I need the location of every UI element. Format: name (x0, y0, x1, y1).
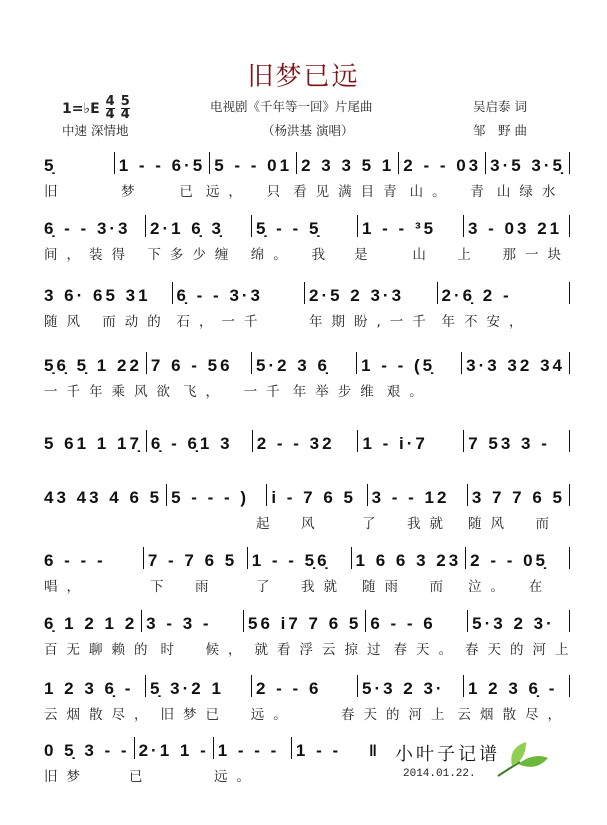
lyrics-line (40, 765, 380, 785)
measure: 3 6· 65 31 (44, 286, 151, 305)
lyric-segment (146, 458, 252, 478)
measure: 7 53 3 - (468, 434, 550, 453)
measure: 0 5̣ 3 - - (44, 741, 130, 760)
score-row (40, 150, 570, 200)
measure: 5 - - 01 (214, 156, 293, 175)
lyric-segment: 下 雨 (150, 579, 218, 595)
lyrics-line (40, 243, 570, 263)
lyric-segment: 随雨 而 (362, 579, 452, 595)
lyric-segment: 就看浮云掠过 (254, 642, 390, 658)
measure: 2 - - 05̣ (470, 551, 549, 570)
measure: 2·1 1 - (138, 741, 209, 760)
notes-line (40, 350, 570, 376)
score-row (40, 735, 380, 785)
measure: 43 43 4 6 5 (44, 488, 163, 507)
tempo-marking: 中速 深情地 (62, 123, 129, 138)
lyrics-line (40, 380, 570, 400)
measure: 5·3 2 3· (472, 614, 555, 633)
measure: 2·5 2 3·3 (309, 286, 405, 305)
lyric-segment: 梦 已 (121, 184, 202, 200)
subtitle: 电视剧《千年等一回》片尾曲 (210, 99, 373, 114)
bar-line (569, 215, 570, 237)
lyrics-line (40, 703, 570, 723)
lyric-segment: 远， 只 (205, 184, 290, 200)
lyric-segment (146, 512, 252, 532)
measure: 6 - - - (44, 551, 106, 570)
lyric-segment (358, 458, 464, 478)
measure: 2·6̣ 2 - (441, 286, 512, 305)
lyric-segment: 云烟散尽， (457, 707, 570, 723)
measure: 6̣ - - 3·3 (44, 219, 131, 238)
notes-line (40, 673, 570, 699)
lyric-segment: 绵。 我 (250, 247, 334, 263)
green-leaf-icon (490, 740, 550, 780)
notes-line (40, 213, 570, 239)
bar-line (569, 282, 570, 304)
composer: 邹 野 曲 (473, 123, 527, 138)
measure: 5̣ 3·2 1 (150, 679, 224, 698)
lyric-segment: 云烟散尽， (44, 707, 157, 723)
measure: 1 - - - (217, 741, 280, 760)
measure: 6 - - 6 (370, 614, 436, 633)
measure: 2·1 6̣ 3̣ (150, 219, 224, 238)
lyric-segment (40, 458, 146, 478)
score-row (40, 608, 578, 658)
song-title: 旧梦已远 (247, 62, 360, 92)
lyric-segment: 旧 (44, 184, 67, 200)
measure: 3·5 3·5̣ (490, 156, 565, 175)
measure: 2 - - 03 (403, 156, 482, 175)
lyrics-line (40, 575, 570, 595)
bar-line (569, 430, 570, 452)
lyric-segment (476, 380, 570, 400)
lyric-segment: 泣。 在 (468, 579, 552, 595)
lyrics-line (40, 310, 570, 330)
lyric-segment: 上 那一块 (457, 247, 570, 263)
lyric-segment: 起 风 (256, 516, 324, 532)
measure: 3 - 3 - (146, 614, 212, 633)
final-bar-line: ‖ (369, 743, 381, 760)
measure: 3 - - 12 (371, 488, 450, 507)
notes-line (40, 280, 570, 306)
measure: 1 2 3 6̣ - (44, 679, 134, 698)
lyric-segment (40, 512, 146, 532)
bar-line (569, 675, 570, 697)
measure: 1 - - 6·5 (118, 156, 206, 175)
lyric-segment: 艰。 (386, 384, 432, 400)
lyric-segment: 了 我就 (256, 579, 346, 595)
score-row (40, 545, 570, 595)
time-signature-1: $\frac{4}{4}$ (105, 94, 115, 122)
measure: 5·3 2 3· (362, 679, 445, 698)
key-signature (62, 96, 130, 121)
measure: 6̣ - 6̣1 3 (150, 434, 233, 453)
lyric-segment: 远。 (250, 707, 296, 723)
lyric-segment (295, 765, 380, 785)
measure: 1 - - ³5 (362, 219, 437, 238)
bar-line (569, 152, 570, 174)
lyrics-line (40, 512, 570, 532)
score-row (40, 280, 570, 330)
measure: 2 - - 6 (256, 679, 322, 698)
measure: 2 3 3 5 1 (301, 156, 395, 175)
measure: 7 6 - 56 (150, 356, 233, 375)
bar-line (569, 610, 570, 632)
lyrics-line (40, 458, 570, 478)
measure: 2 - - 32 (256, 434, 335, 453)
lyric-segment: 山。 青 (409, 184, 493, 200)
lyric-segment: 春天的河上 (465, 642, 578, 658)
lyric-segment: 年期盼,一千 (309, 314, 435, 330)
time-signature-2: $\frac{5}{4}$ (120, 94, 130, 122)
measure: 1 - - (295, 741, 342, 760)
lyricist: 吴启泰 词 (473, 99, 527, 114)
notes-line (40, 150, 570, 176)
lyric-segment: 间，装得 (44, 247, 134, 263)
measure: 1 6 6 3 23 (355, 551, 462, 570)
key-label: 1=♭E (62, 100, 100, 117)
score-row (40, 350, 570, 400)
lyric-segment: 唱， (44, 579, 89, 595)
score-row (40, 428, 570, 478)
measure: 1 - - (5̣ (361, 356, 436, 375)
bar-line (569, 352, 570, 374)
notes-line (40, 482, 570, 508)
notes-line (40, 545, 570, 571)
notes-line (40, 608, 570, 634)
measure: 3·3 32 34 (466, 356, 565, 375)
transcription-date: 2014.01.22. (403, 768, 476, 780)
lyric-segment: 远。 (214, 769, 259, 785)
measure: 3 7 7 6 5 (471, 488, 565, 507)
lyric-segment (252, 458, 358, 478)
measure: 7 - 7 6 5 (147, 551, 238, 570)
lyric-segment: 是 山 (354, 247, 435, 263)
measure: 5 61 1 17̣ (44, 434, 142, 453)
measure: 5̣ - - 5̣ (256, 219, 322, 238)
lyric-segment: 已 (129, 769, 152, 785)
bar-line (569, 547, 570, 569)
lyrics-line (40, 180, 570, 200)
lyric-segment: 一千年乘风欲 (44, 384, 179, 400)
measure: 1 - - 5̣6̣ (251, 551, 330, 570)
measure: 6̣ 1 2 1 2 (44, 614, 138, 633)
lyric-segment: 山绿水 (496, 184, 565, 200)
lyric-segment: 石，一千 (176, 314, 267, 330)
measure: 6̣ - - 3·3 (176, 286, 264, 305)
measure: 56 i7 7 6 5 (248, 614, 362, 633)
measure: 3 - 03 21 (468, 219, 563, 238)
lyric-segment: 了 我就 (362, 516, 452, 532)
transcriber-signature: 小叶子记谱 (395, 744, 500, 765)
measure: 5 - - - ) (171, 488, 250, 507)
performer: （杨洪基 演唱） (262, 123, 354, 138)
measure: i - 7 6 5 (271, 488, 356, 507)
lyric-segment: 随风 而 (468, 516, 558, 532)
measure: 5̣ (44, 156, 57, 175)
lyric-segment: 百无聊赖的 (44, 642, 157, 658)
lyric-segment: 旧梦 (44, 769, 89, 785)
measure: 5̣6̣ 5̣ 1 22 (44, 356, 142, 375)
notes-line (40, 735, 380, 761)
notes-line (40, 428, 570, 454)
lyric-segment: 春天。 (393, 642, 461, 658)
lyrics-line (40, 638, 578, 658)
lyric-segment: 年举步维 (292, 384, 383, 400)
lyric-segment: 随风 而动的 (44, 314, 170, 330)
lyric-segment: 年不安， (441, 314, 532, 330)
measure: 5·2 3 6̣ (255, 356, 330, 375)
lyric-segment: 看见满目青 (293, 184, 406, 200)
lyric-segment: 飞， 一千 (183, 384, 289, 400)
lyric-segment: 旧梦已 (160, 707, 228, 723)
score-row (40, 213, 570, 263)
bar-line (569, 484, 570, 506)
lyric-segment: 春天的河上 (341, 707, 454, 723)
score-row (40, 482, 570, 532)
lyric-segment: 下多少缠 (147, 247, 238, 263)
score-row (40, 673, 570, 723)
lyric-segment (464, 458, 570, 478)
measure: 1 2 3 6̣ - (468, 679, 558, 698)
lyric-segment: 时 候， (160, 642, 251, 658)
measure: 1 - i·7 (362, 434, 428, 453)
